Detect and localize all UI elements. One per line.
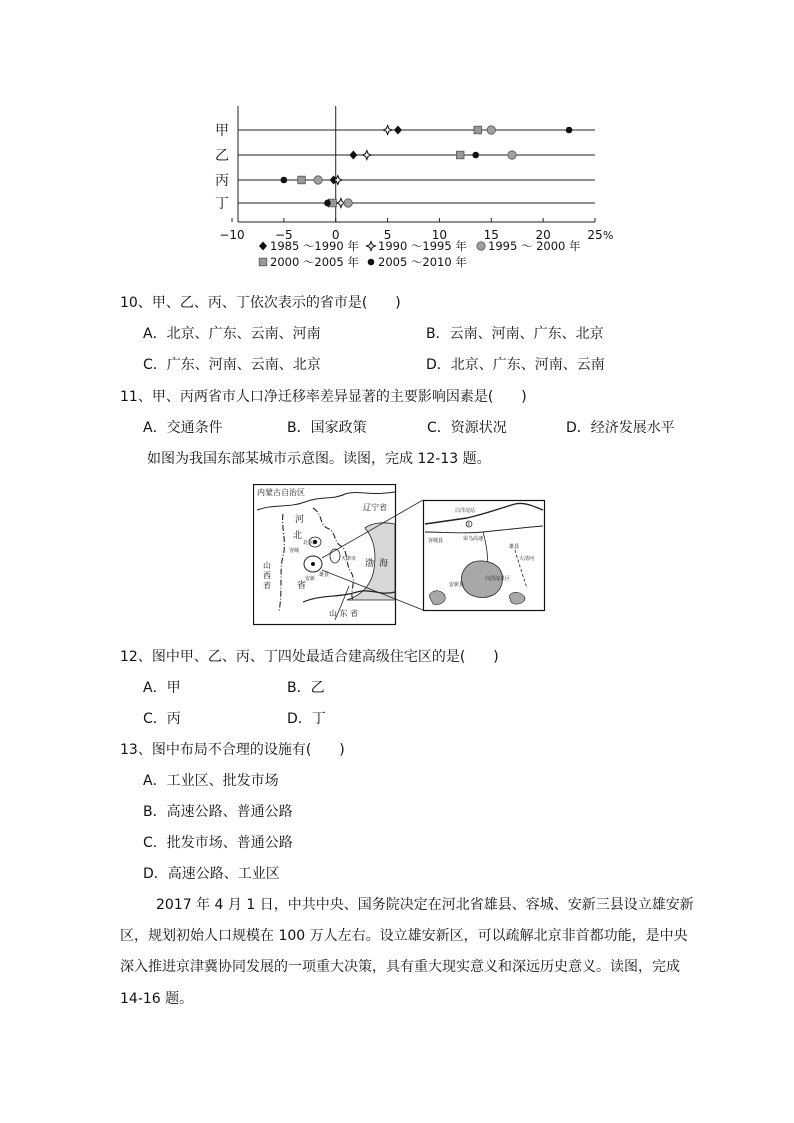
q10-option-d: D．北京、广东、河南、云南 bbox=[426, 357, 605, 373]
data-point bbox=[472, 152, 479, 159]
category-label: 丁 bbox=[215, 196, 229, 212]
x-tick-label: 15 bbox=[483, 228, 499, 242]
x-tick-label: −5 bbox=[275, 228, 293, 242]
map-label: 北 bbox=[293, 531, 303, 541]
legend-marker bbox=[368, 259, 375, 266]
q12-option-d: D．丁 bbox=[287, 711, 326, 727]
data-point bbox=[324, 200, 331, 207]
legend-label: 2005 ～2010 年 bbox=[378, 255, 467, 269]
q12-option-c: C．丙 bbox=[143, 711, 181, 727]
map-intro-text: 如图为我国东部某城市示意图。读图，完成 12-13 题。 bbox=[147, 451, 491, 467]
migration-rate-chart bbox=[205, 100, 625, 280]
map-label: 容城 bbox=[289, 548, 300, 554]
city-location-map bbox=[253, 484, 547, 626]
inset-label: 容城县 bbox=[428, 538, 444, 544]
q13-option-b: B．高速公路、普通公路 bbox=[143, 804, 293, 820]
x-tick-label: 25 bbox=[587, 228, 603, 242]
inset-label: 白洋淀景区 bbox=[485, 576, 511, 582]
map-label: 省 bbox=[263, 581, 271, 590]
x-tick-label: 5 bbox=[383, 228, 392, 242]
map-label: 内蒙古自治区 bbox=[257, 488, 305, 497]
data-point bbox=[487, 126, 495, 134]
data-point bbox=[362, 151, 371, 160]
q10-option-c: C．广东、河南、云南、北京 bbox=[143, 357, 321, 373]
legend-marker bbox=[259, 258, 267, 266]
legend-label: 1995 ～ 2000 年 bbox=[488, 239, 581, 253]
x-tick-label: 10 bbox=[431, 228, 448, 242]
map-label: 省 bbox=[297, 581, 307, 591]
map-label: 北京 bbox=[303, 540, 314, 546]
question-11-stem: 11、甲、丙两省市人口净迁移率差异显著的主要影响因素是( ) bbox=[120, 389, 527, 405]
map-label: 天津市 bbox=[341, 556, 357, 562]
data-point bbox=[456, 151, 464, 159]
passage-line-4: 14-16 题。 bbox=[120, 991, 194, 1007]
data-point bbox=[344, 199, 352, 207]
x-tick-label: 0 bbox=[331, 228, 340, 242]
legend-marker bbox=[259, 242, 267, 251]
map-label: 山 bbox=[263, 561, 271, 570]
data-point bbox=[474, 126, 482, 134]
q11-option-b: B．国家政策 bbox=[287, 420, 367, 436]
map-label: 河 bbox=[295, 515, 305, 525]
legend-label: 2000 ～2005 年 bbox=[270, 255, 359, 269]
x-tick-label: −10 bbox=[219, 228, 245, 242]
tianjin-area bbox=[330, 549, 340, 563]
inset-lake bbox=[509, 592, 525, 604]
q11-option-d: D．经济发展水平 bbox=[566, 420, 675, 436]
map-label: 雄县 bbox=[319, 572, 330, 578]
x-tick-label: 20 bbox=[535, 228, 551, 242]
q12-option-b: B．乙 bbox=[287, 680, 325, 696]
data-point bbox=[349, 151, 357, 160]
passage-line-3: 深入推进京津冀协同发展的一项重大决策，具有重大现实意义和深远历史意义。读图，完成 bbox=[120, 959, 680, 975]
q13-option-d: D．高速公路、工业区 bbox=[143, 866, 280, 882]
category-label: 丙 bbox=[215, 173, 229, 189]
inset-label: 雄县 bbox=[509, 544, 520, 550]
passage-line-2: 区，规划初始人口规模在 100 万人左右。设立雄安新区，可以疏解北京非首都功能，是中央 bbox=[120, 928, 688, 944]
legend-label: 1990 ～1995 年 bbox=[378, 239, 467, 253]
data-point bbox=[508, 151, 516, 159]
data-point bbox=[281, 177, 288, 184]
q10-option-a: A．北京、广东、云南、河南 bbox=[143, 326, 321, 342]
data-point bbox=[298, 176, 306, 184]
legend-marker bbox=[367, 242, 376, 251]
inset-label: 安新县 bbox=[449, 582, 465, 588]
inset-label: 白洋淀站 bbox=[455, 508, 476, 514]
legend-label: 1985 ～1990 年 bbox=[270, 239, 359, 253]
q11-option-a: A．交通条件 bbox=[143, 420, 223, 436]
data-point bbox=[394, 126, 402, 135]
question-12-stem: 12、图中甲、乙、丙、丁四处最适合建高级住宅区的是( ) bbox=[120, 649, 499, 665]
question-10-stem: 10、甲、乙、丙、丁依次表示的省市是( ) bbox=[120, 295, 401, 311]
map-label: 辽宁省 bbox=[363, 503, 387, 512]
inset-label: ① bbox=[466, 522, 471, 528]
q11-option-c: C．资源状况 bbox=[427, 420, 507, 436]
question-13-stem: 13、图中布局不合理的设施有( ) bbox=[120, 742, 345, 758]
x-unit-label: % bbox=[603, 229, 614, 242]
category-label: 甲 bbox=[215, 123, 229, 139]
inset-label: 大清河 bbox=[519, 556, 535, 562]
map-label: 海 bbox=[379, 559, 389, 569]
map-label: 安新 bbox=[305, 576, 316, 582]
data-point bbox=[383, 126, 392, 135]
beijing-dot bbox=[313, 540, 317, 544]
map-label: 西 bbox=[263, 571, 271, 580]
map-label: 渤 bbox=[365, 559, 375, 569]
q12-option-a: A．甲 bbox=[143, 680, 181, 696]
data-point bbox=[314, 176, 322, 184]
category-label: 乙 bbox=[215, 148, 229, 164]
inset-label: 荣乌高速 bbox=[463, 536, 484, 542]
map-label: 山 东 省 bbox=[329, 609, 359, 618]
q13-option-c: C．批发市场、普通公路 bbox=[143, 835, 293, 851]
data-point bbox=[566, 127, 573, 134]
legend-marker bbox=[477, 242, 485, 250]
q13-option-a: A．工业区、批发市场 bbox=[143, 773, 279, 789]
passage-line-1: 2017 年 4 月 1 日，中共中央、国务院决定在河北省雄县、容城、安新三县设立雄安新 bbox=[156, 897, 694, 913]
q10-option-b: B．云南、河南、广东、北京 bbox=[426, 326, 604, 342]
